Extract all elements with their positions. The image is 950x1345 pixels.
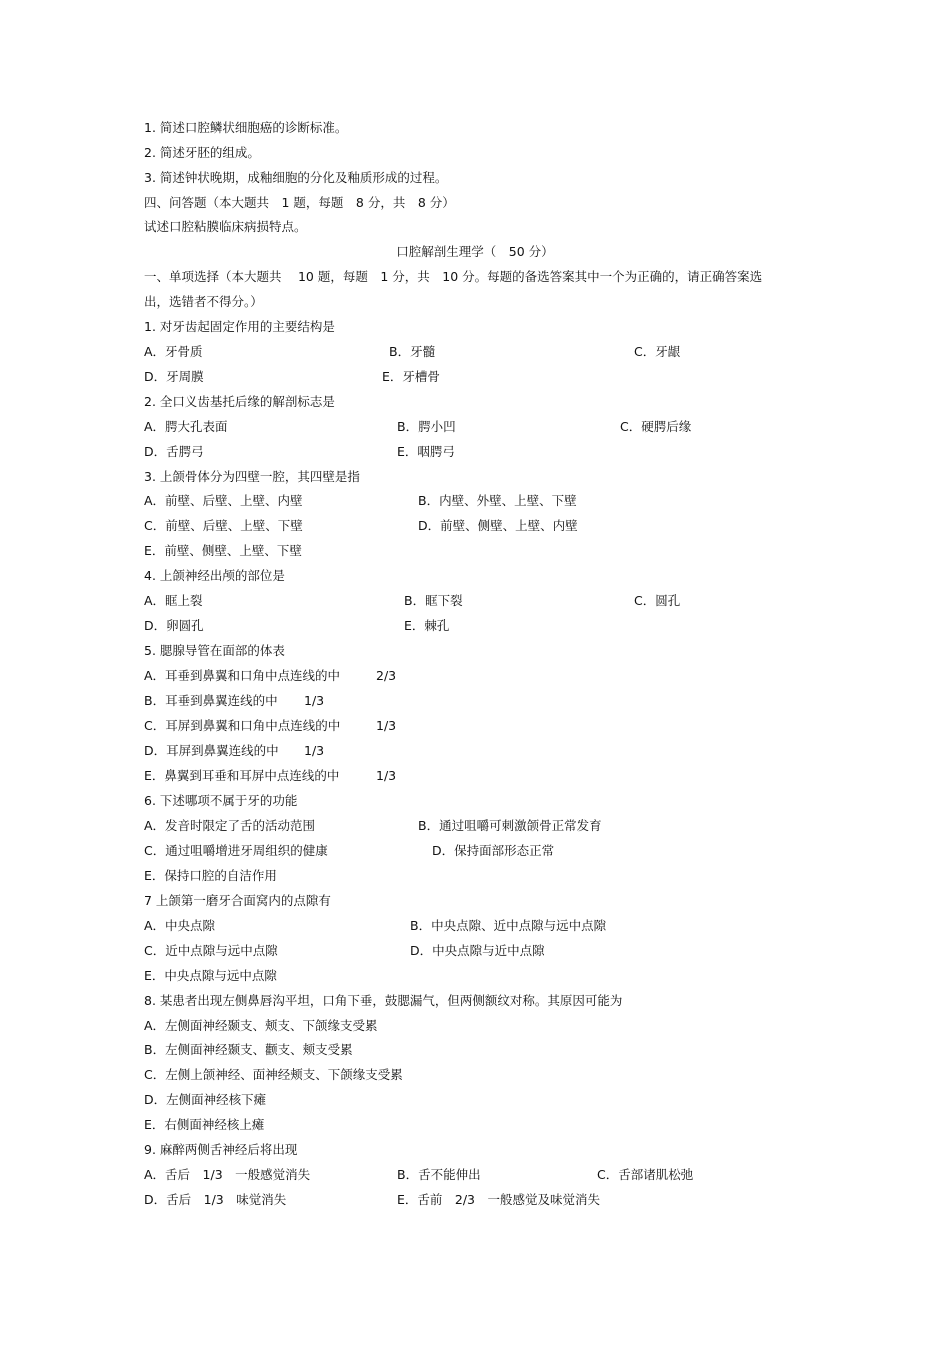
question-9-stem: 9. 麻醉两侧舌神经后将出现 xyxy=(144,1142,298,1157)
question-3-option-a: A．前壁、后壁、上壁、内壁 xyxy=(144,493,303,508)
question-8-option-c: C．左侧上颌神经、面神经颊支、下颌缘支受累 xyxy=(144,1067,403,1082)
section-4-heading: 四、问答题（本大题共 1 题，每题 8 分，共 8 分） xyxy=(144,195,455,210)
question-1-option-d: D．牙周膜 xyxy=(144,369,204,384)
question-3-stem: 3. 上颌骨体分为四壁一腔，其四壁是指 xyxy=(144,469,360,484)
question-9-option-a: A．舌后 1/3 一般感觉消失 xyxy=(144,1167,311,1182)
section-title: 口腔解剖生理学（ 50 分） xyxy=(396,244,554,259)
question-7-option-a: A．中央点隙 xyxy=(144,918,216,933)
question-5-option-a-fraction: 2/3 xyxy=(376,668,397,683)
question-4-option-b: B．眶下裂 xyxy=(404,593,463,608)
question-7-option-b: B．中央点隙、近中点隙与远中点隙 xyxy=(410,918,607,933)
question-2-option-e: E．咽腭弓 xyxy=(397,444,455,459)
question-3-option-d: D．前壁、侧壁、上壁、内壁 xyxy=(418,518,578,533)
question-5-option-a: A．耳垂到鼻翼和口角中点连线的中 xyxy=(144,668,341,683)
question-9-option-c: C．舌部诸肌松弛 xyxy=(597,1167,694,1182)
question-5-option-c: C．耳屏到鼻翼和口角中点连线的中 xyxy=(144,718,341,733)
question-6-option-d: D．保持面部形态正常 xyxy=(432,843,555,858)
question-2-option-c: C．硬腭后缘 xyxy=(620,419,692,434)
essay-question: 试述口腔粘膜临床病损特点。 xyxy=(144,219,307,234)
question-8-option-d: D．左侧面神经核下瘫 xyxy=(144,1092,267,1107)
question-6-option-c: C．通过咀嚼增进牙周组织的健康 xyxy=(144,843,328,858)
question-7-option-d: D．中央点隙与近中点隙 xyxy=(410,943,545,958)
question-3-option-b: B．内壁、外壁、上壁、下壁 xyxy=(418,493,577,508)
question-3-option-e: E．前壁、侧壁、上壁、下壁 xyxy=(144,543,302,558)
question-1-option-a: A．牙骨质 xyxy=(144,344,203,359)
question-5-option-c-fraction: 1/3 xyxy=(376,718,397,733)
question-2-option-d: D．舌腭弓 xyxy=(144,444,204,459)
question-6-option-e: E．保持口腔的自洁作用 xyxy=(144,868,277,883)
question-6-stem: 6. 下述哪项不属于牙的功能 xyxy=(144,793,298,808)
question-7-stem: 7 上颌第一磨牙合面窝内的点隙有 xyxy=(144,893,331,908)
question-1-option-c: C．牙龈 xyxy=(634,344,681,359)
question-8-option-a: A．左侧面神经颞支、颊支、下颌缘支受累 xyxy=(144,1018,378,1033)
question-5-option-b-fraction: 1/3 xyxy=(304,693,325,708)
question-1-stem: 1. 对牙齿起固定作用的主要结构是 xyxy=(144,319,335,334)
short-answer-question-3: 3. 简述钟状晚期，成釉细胞的分化及釉质形成的过程。 xyxy=(144,170,448,185)
question-5-stem: 5. 腮腺导管在面部的体表 xyxy=(144,643,285,658)
question-2-option-b: B．腭小凹 xyxy=(397,419,456,434)
question-2-stem: 2. 全口义齿基托后缘的解剖标志是 xyxy=(144,394,335,409)
question-4-option-a: A．眶上裂 xyxy=(144,593,203,608)
question-1-option-b: B．牙髓 xyxy=(389,344,436,359)
question-5-option-e-fraction: 1/3 xyxy=(376,768,397,783)
question-5-option-b: B．耳垂到鼻翼连线的中 xyxy=(144,693,278,708)
question-4-option-c: C．圆孔 xyxy=(634,593,681,608)
part-1-heading-line-2: 出，选错者不得分。） xyxy=(144,294,263,309)
question-1-option-e: E．牙槽骨 xyxy=(382,369,440,384)
question-9-option-e: E．舌前 2/3 一般感觉及味觉消失 xyxy=(397,1192,601,1207)
question-4-option-d: D．卵圆孔 xyxy=(144,618,204,633)
question-9-option-d: D．舌后 1/3 味觉消失 xyxy=(144,1192,287,1207)
question-7-option-c: C．近中点隙与远中点隙 xyxy=(144,943,278,958)
question-7-option-e: E．中央点隙与远中点隙 xyxy=(144,968,277,983)
question-5-option-e: E．鼻翼到耳垂和耳屏中点连线的中 xyxy=(144,768,340,783)
question-8-option-e: E．右侧面神经核上瘫 xyxy=(144,1117,265,1132)
short-answer-question-2: 2. 简述牙胚的组成。 xyxy=(144,145,260,160)
question-4-option-e: E．棘孔 xyxy=(404,618,450,633)
question-4-stem: 4. 上颌神经出颅的部位是 xyxy=(144,568,285,583)
question-8-option-b: B．左侧面神经颞支、颧支、颊支受累 xyxy=(144,1042,353,1057)
question-5-option-d: D．耳屏到鼻翼连线的中 xyxy=(144,743,279,758)
short-answer-question-1: 1. 简述口腔鳞状细胞癌的诊断标准。 xyxy=(144,120,348,135)
question-8-stem: 8. 某患者出现左侧鼻唇沟平坦，口角下垂，鼓腮漏气，但两侧额纹对称。其原因可能为 xyxy=(144,993,623,1008)
question-6-option-b: B．通过咀嚼可刺激颌骨正常发育 xyxy=(418,818,602,833)
question-5-option-d-fraction: 1/3 xyxy=(304,743,325,758)
question-6-option-a: A．发音时限定了舌的活动范围 xyxy=(144,818,316,833)
question-3-option-c: C．前壁、后壁、上壁、下壁 xyxy=(144,518,303,533)
question-9-option-b: B．舌不能伸出 xyxy=(397,1167,481,1182)
question-2-option-a: A．腭大孔表面 xyxy=(144,419,228,434)
part-1-heading-line-1: 一、单项选择（本大题共 10 题，每题 1 分，共 10 分。每题的备选答案其中一个为正确的，请正确答案选 xyxy=(144,269,763,284)
